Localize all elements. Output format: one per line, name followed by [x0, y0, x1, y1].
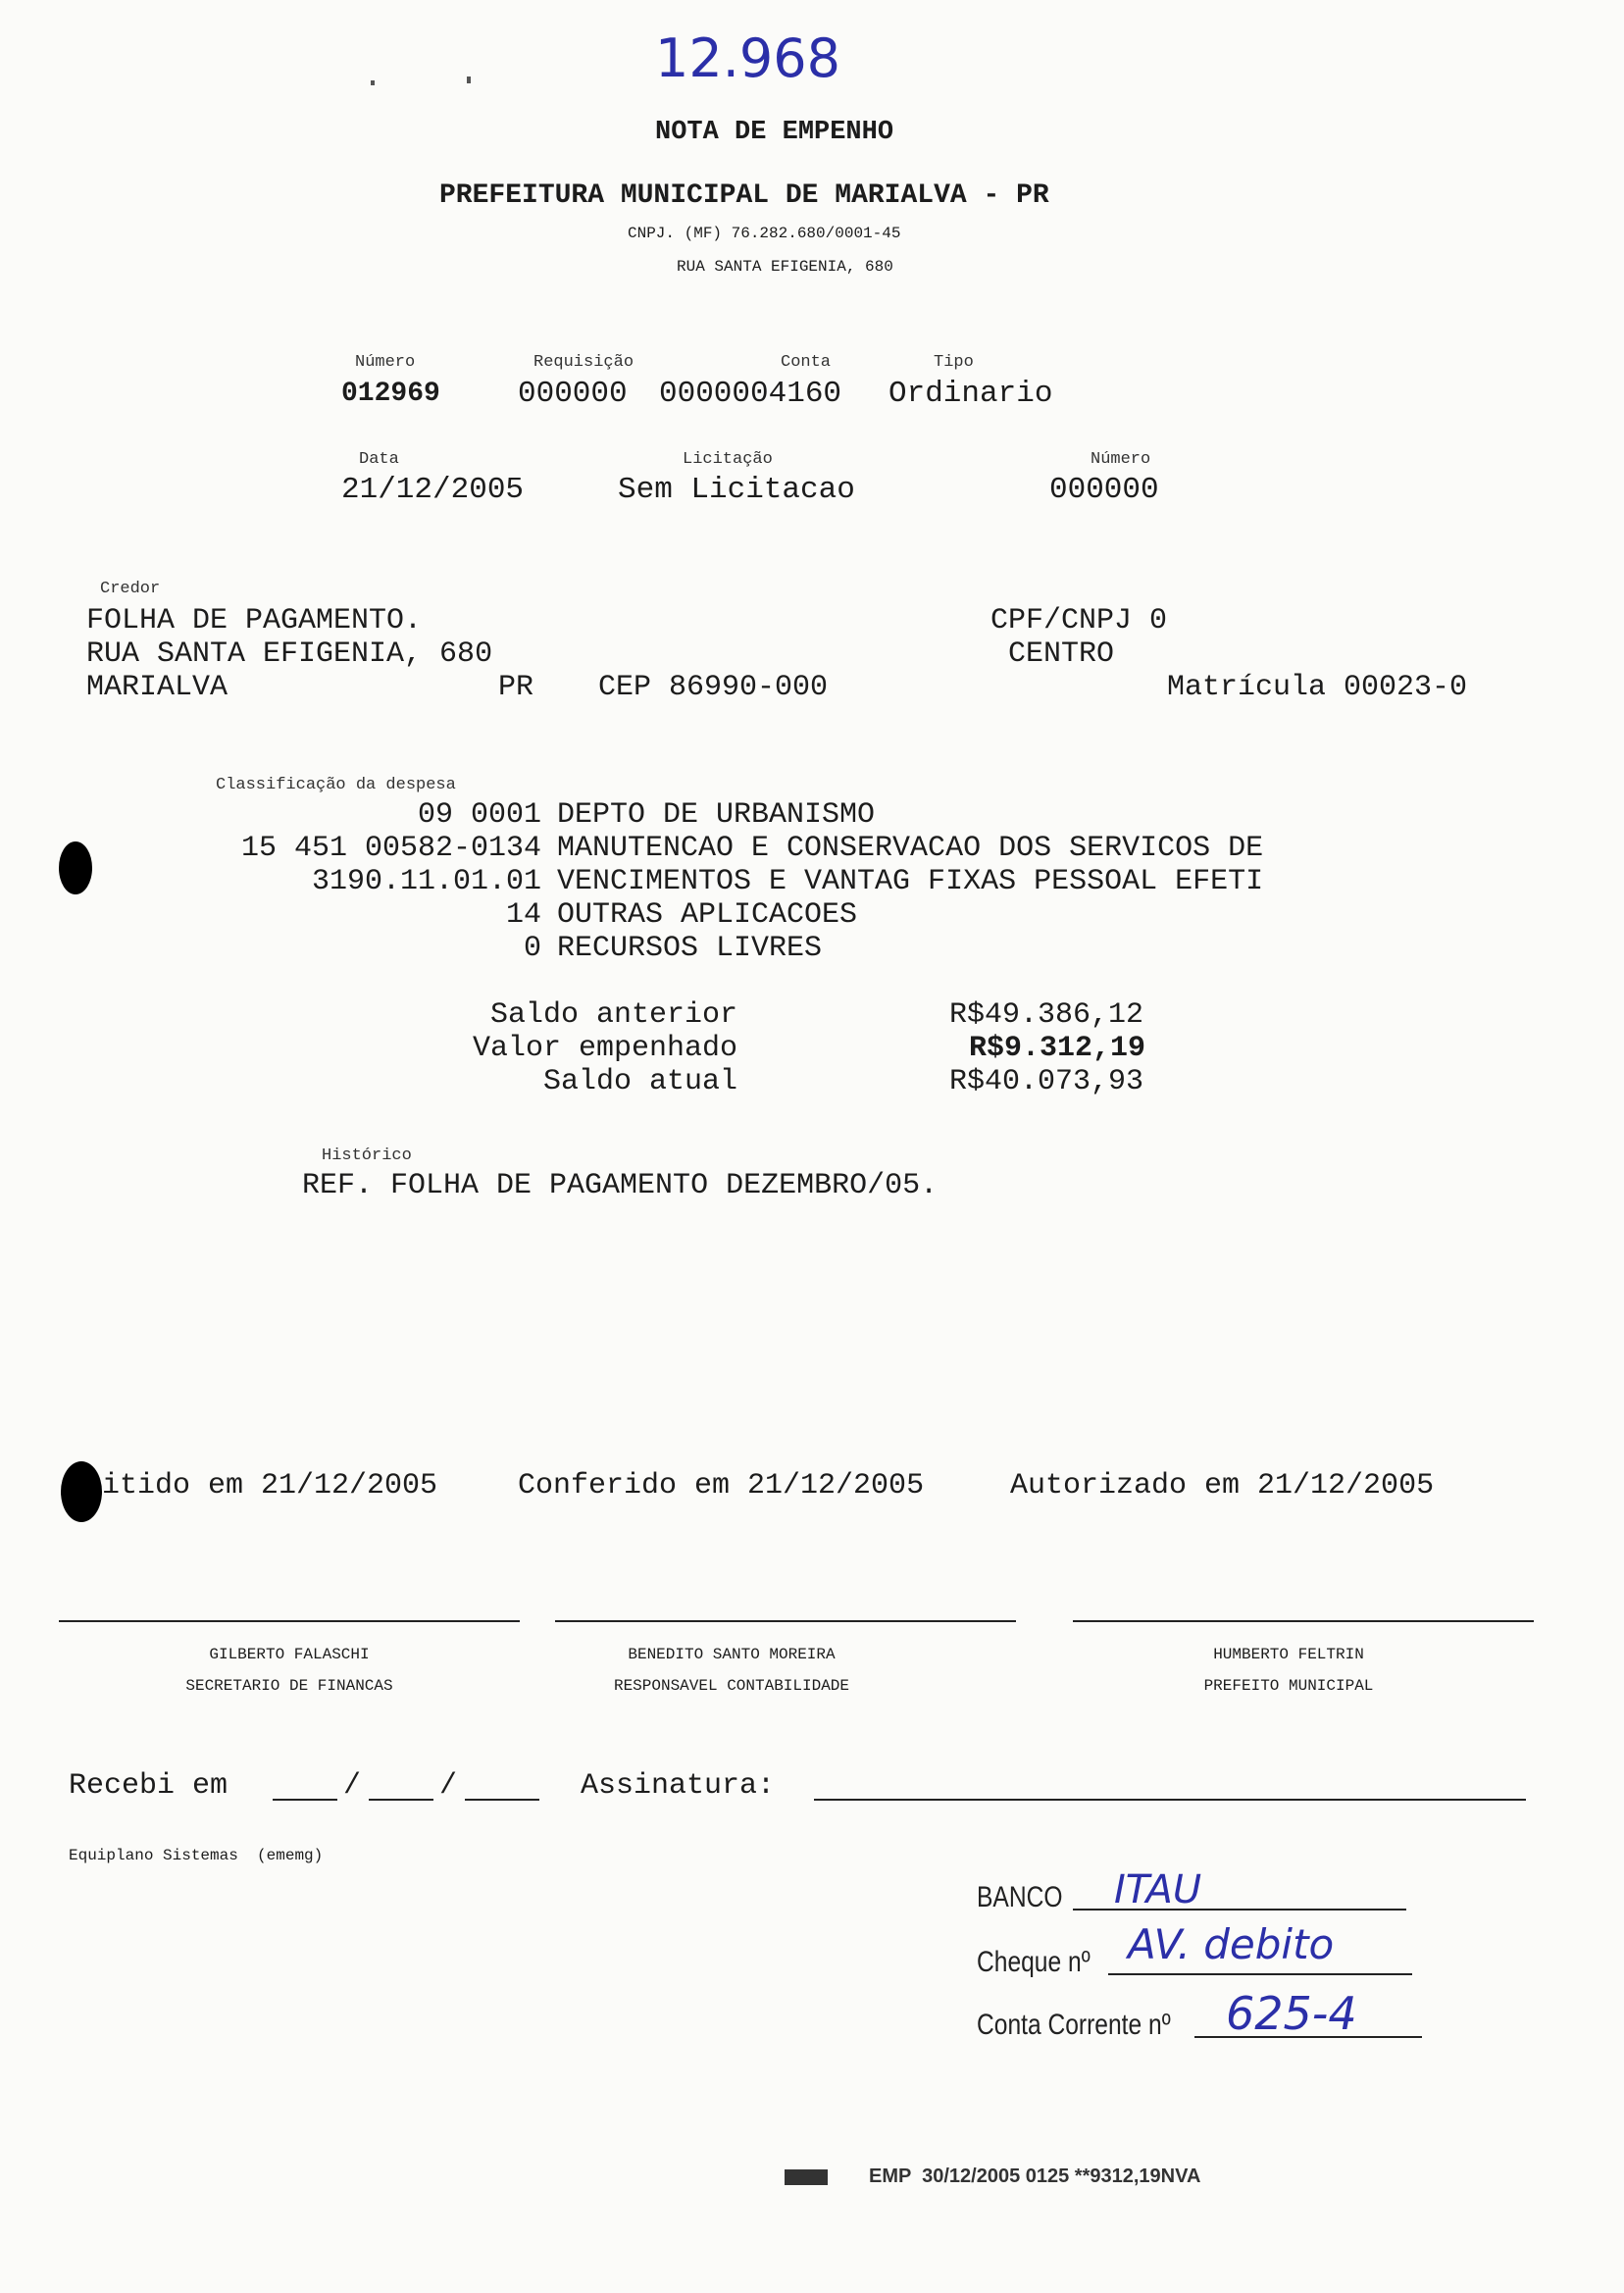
classificacao-code: 0: [523, 932, 541, 965]
credor-cpf-cnpj: CPF/CNPJ 0: [990, 604, 1168, 637]
conta-corrente-label: Conta Corrente nº: [977, 2009, 1171, 2041]
banco-handwritten-value: ITAU: [1114, 1867, 1202, 1912]
signatory-name: GILBERTO FALASCHI: [209, 1646, 370, 1663]
year-blank[interactable]: [465, 1799, 539, 1801]
signatory-name: BENEDITO SANTO MOREIRA: [628, 1646, 836, 1663]
cnpj-line: CNPJ. (MF) 76.282.680/0001-45: [628, 225, 901, 242]
cheque-label: Cheque nº: [977, 1946, 1091, 1978]
printer-logo-icon: [785, 2169, 828, 2185]
licitacao-value: Sem Licitacao: [618, 473, 855, 507]
credor-cep: CEP 86990-000: [598, 671, 829, 704]
speck: [371, 80, 375, 85]
signatory-role: RESPONSAVEL CONTABILIDADE: [613, 1677, 850, 1695]
classificacao-code: 14: [505, 898, 541, 932]
numero-label: Número: [355, 353, 416, 372]
cheque-handwritten-value: AV. debito: [1128, 1920, 1335, 1968]
saldo-anterior-value: R$49.386,12: [949, 998, 1144, 1032]
document-title: NOTA DE EMPENHO: [655, 118, 894, 147]
signatory-role: PREFEITO MUNICIPAL: [1203, 1677, 1374, 1695]
credor-city: MARIALVA: [86, 671, 228, 704]
valor-empenhado-value: R$9.312,19: [969, 1032, 1146, 1065]
requisicao-label: Requisição: [533, 353, 634, 372]
data-label: Data: [359, 450, 399, 469]
handwritten-document-number: 12.968: [655, 27, 840, 89]
conta-value: 0000004160: [659, 377, 842, 411]
signature-line: [555, 1620, 1016, 1622]
classificacao-code: 3190.11.01.01: [311, 865, 541, 898]
signatory-name: HUMBERTO FELTRIN: [1213, 1646, 1364, 1663]
credor-matricula: Matrícula 00023-0: [1167, 671, 1468, 704]
processing-stamp: EMP 30/12/2005 0125 **9312,19NVA: [869, 2166, 1201, 2187]
cheque-line: [1108, 1973, 1412, 1975]
banco-label: BANCO: [977, 1881, 1063, 1913]
software-footer: Equiplano Sistemas (ememg): [69, 1847, 324, 1864]
conta-label: Conta: [781, 353, 832, 372]
punch-hole-mark: [61, 1461, 102, 1522]
licitacao-label: Licitação: [683, 450, 773, 469]
signature-line: [1073, 1620, 1534, 1622]
classificacao-desc: RECURSOS LIVRES: [557, 932, 823, 965]
signature-line: [59, 1620, 520, 1622]
recebi-label: Recebi em: [69, 1769, 228, 1803]
saldo-atual-label: Saldo atual: [542, 1065, 737, 1098]
assinatura-label: Assinatura:: [581, 1769, 776, 1803]
classificacao-desc: OUTRAS APLICACOES: [557, 898, 858, 932]
assinatura-line[interactable]: [814, 1799, 1526, 1801]
tipo-label: Tipo: [934, 353, 974, 372]
numero2-value: 000000: [1049, 473, 1159, 507]
classificacao-desc: MANUTENCAO E CONSERVACAO DOS SERVICOS DE: [557, 832, 1264, 865]
saldo-anterior-label: Saldo anterior: [489, 998, 737, 1032]
saldo-atual-value: R$40.073,93: [949, 1065, 1144, 1098]
speck: [467, 76, 471, 83]
credor-street: RUA SANTA EFIGENIA, 680: [86, 637, 493, 671]
punch-hole-mark: [59, 841, 92, 894]
conta-corrente-handwritten-value: 625-4: [1226, 1987, 1357, 2040]
credor-state: PR: [498, 671, 534, 704]
month-blank[interactable]: [369, 1799, 433, 1801]
classificacao-code: 15 451 00582-0134: [240, 832, 541, 865]
day-blank[interactable]: [273, 1799, 337, 1801]
numero-value: 012969: [341, 379, 440, 409]
classificacao-desc: VENCIMENTOS E VANTAG FIXAS PESSOAL EFETI: [557, 865, 1264, 898]
classificacao-desc: DEPTO DE URBANISMO: [557, 798, 876, 832]
date-separator: /: [439, 1769, 458, 1803]
data-value: 21/12/2005: [341, 473, 525, 507]
numero2-label: Número: [1091, 450, 1151, 469]
credor-label: Credor: [100, 580, 161, 598]
valor-empenhado-label: Valor empenhado: [472, 1032, 737, 1065]
historico-label: Histórico: [322, 1146, 412, 1165]
signatory-role: SECRETARIO DE FINANCAS: [185, 1677, 393, 1695]
conferido-date: Conferido em 21/12/2005: [518, 1469, 925, 1503]
date-separator: /: [343, 1769, 362, 1803]
credor-bairro: CENTRO: [1008, 637, 1115, 671]
classificacao-label: Classificação da despesa: [216, 776, 456, 794]
credor-name: FOLHA DE PAGAMENTO.: [86, 604, 423, 637]
address-line: RUA SANTA EFIGENIA, 680: [677, 258, 893, 276]
historico-text: REF. FOLHA DE PAGAMENTO DEZEMBRO/05.: [302, 1169, 939, 1202]
classificacao-code: 09 0001: [417, 798, 541, 832]
emitido-date: itido em 21/12/2005: [102, 1469, 438, 1503]
prefeitura-name: PREFEITURA MUNICIPAL DE MARIALVA - PR: [439, 180, 1049, 211]
requisicao-value: 000000: [518, 377, 628, 411]
autorizado-date: Autorizado em 21/12/2005: [1010, 1469, 1435, 1503]
tipo-value: Ordinario: [888, 377, 1053, 411]
